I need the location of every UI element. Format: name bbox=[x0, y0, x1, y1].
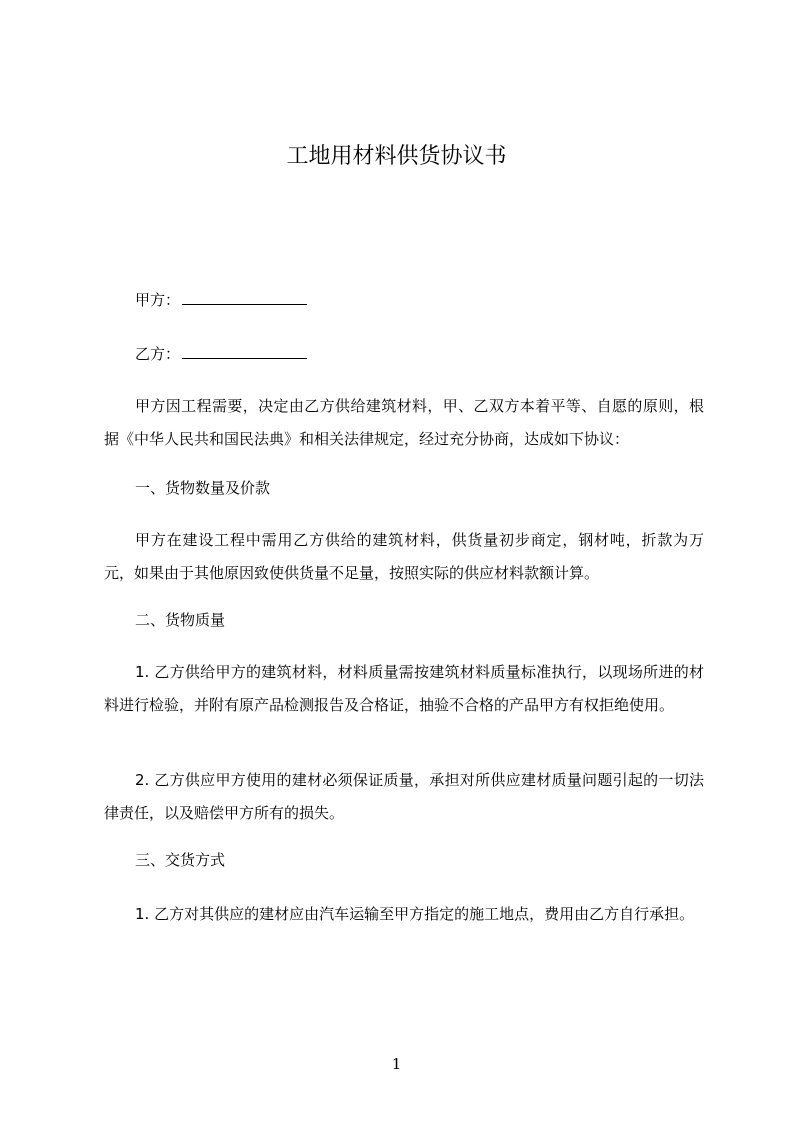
party-a-label: 甲方： bbox=[135, 291, 181, 309]
party-b-line bbox=[135, 338, 307, 371]
party-a-blank bbox=[182, 290, 307, 305]
document-title: 工地用材料供货协议书 bbox=[286, 144, 507, 169]
section3-heading: 三、交货方式 bbox=[135, 851, 226, 869]
section2-item2: 2. 乙方供应甲方使用的建材必须保证质量，承担对所供应建材质量问题引起的一切法律责任，以及赔偿甲方所有的损失。 bbox=[104, 771, 704, 822]
page-number: 1 bbox=[391, 1055, 402, 1073]
party-a-line bbox=[135, 284, 307, 317]
section1-heading: 一、货物数量及价款 bbox=[135, 479, 271, 497]
party-b-blank bbox=[182, 344, 307, 359]
section1-paragraph: 甲方在建设工程中需用乙方供给的建筑材料，供货量初步商定，钢材吨，折款为万元，如果由于其他原因致使供货量不足量，按照实际的供应材料款额计算。 bbox=[104, 531, 704, 582]
section2-heading: 二、货物质量 bbox=[135, 611, 226, 629]
party-b-label: 乙方： bbox=[135, 345, 181, 363]
section3-item1: 1. 乙方对其供应的建材应由汽车运输至甲方指定的施工地点，费用由乙方自行承担。 bbox=[135, 905, 695, 923]
intro-paragraph: 甲方因工程需要，决定由乙方供给建筑材料，甲、乙双方本着平等、自愿的原则，根据《中华人民共和国民法典》和相关法律规定，经过充分协商，达成如下协议： bbox=[104, 397, 704, 448]
section2-item1: 1. 乙方供给甲方的建筑材料，材料质量需按建筑材料质量标准执行，以现场所进的材料进行检验，并附有原产品检测报告及合格证，抽验不合格的产品甲方有权拒绝使用。 bbox=[104, 663, 704, 714]
